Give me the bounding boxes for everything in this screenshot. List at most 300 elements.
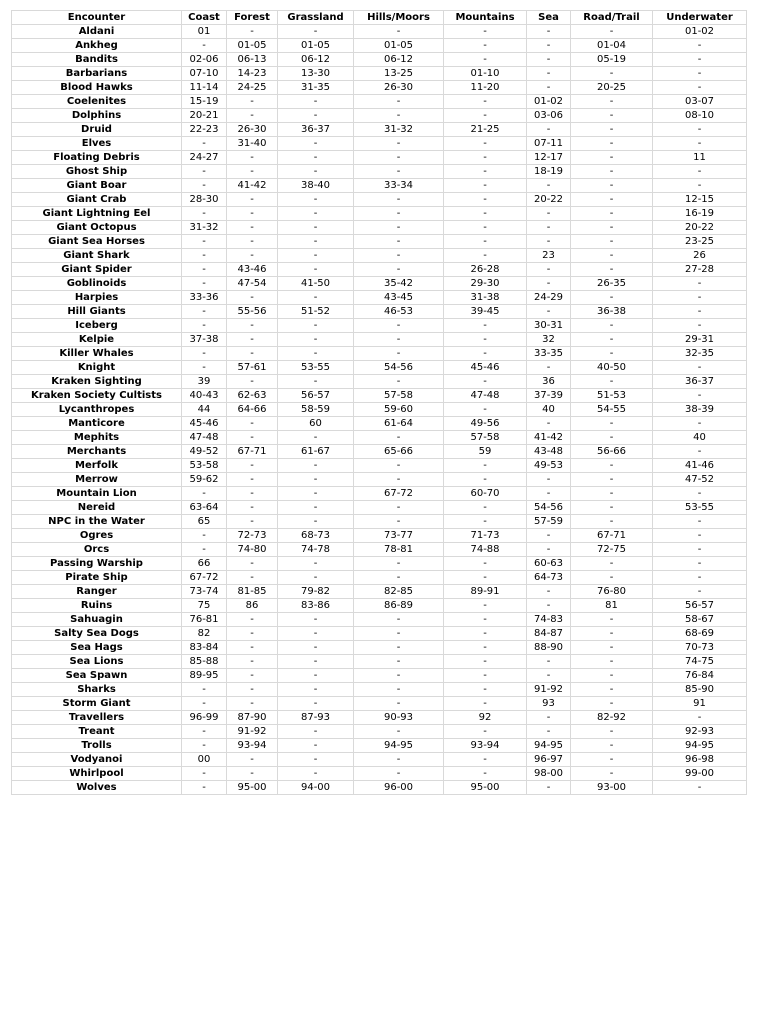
range-cell: - xyxy=(527,235,571,249)
encounter-name: Travellers xyxy=(12,711,182,725)
encounter-name: Giant Spider xyxy=(12,263,182,277)
range-cell: 01-05 xyxy=(278,39,354,53)
encounter-name: Sea Spawn xyxy=(12,669,182,683)
range-cell: - xyxy=(444,655,527,669)
range-cell: - xyxy=(653,417,747,431)
range-cell: - xyxy=(227,165,278,179)
range-cell: - xyxy=(227,109,278,123)
encounter-name: Kraken Society Cultists xyxy=(12,389,182,403)
range-cell: - xyxy=(278,193,354,207)
table-row xyxy=(12,123,747,137)
range-cell: - xyxy=(444,459,527,473)
range-cell: - xyxy=(444,221,527,235)
range-cell: - xyxy=(444,599,527,613)
range-cell: 28-30 xyxy=(182,193,227,207)
table-row xyxy=(12,585,747,599)
range-cell: - xyxy=(227,25,278,39)
encounter-name: Storm Giant xyxy=(12,697,182,711)
range-cell: 85-88 xyxy=(182,655,227,669)
range-cell: 51-52 xyxy=(278,305,354,319)
range-cell: 90-93 xyxy=(354,711,444,725)
range-cell: 72-75 xyxy=(571,543,653,557)
range-cell: 01-02 xyxy=(527,95,571,109)
range-cell: 37-38 xyxy=(182,333,227,347)
range-cell: 31-32 xyxy=(182,221,227,235)
range-cell: 40 xyxy=(527,403,571,417)
range-cell: 01-02 xyxy=(653,25,747,39)
table-row xyxy=(12,277,747,291)
range-cell: - xyxy=(278,655,354,669)
range-cell: 57-58 xyxy=(354,389,444,403)
range-cell: 94-95 xyxy=(653,739,747,753)
range-cell: 87-90 xyxy=(227,711,278,725)
range-cell: 81-85 xyxy=(227,585,278,599)
table-row xyxy=(12,221,747,235)
range-cell: 06-13 xyxy=(227,53,278,67)
range-cell: - xyxy=(527,25,571,39)
encounter-name: Treant xyxy=(12,725,182,739)
table-row xyxy=(12,67,747,81)
encounter-name: Giant Boar xyxy=(12,179,182,193)
table-row xyxy=(12,781,747,795)
range-cell: - xyxy=(444,249,527,263)
encounter-name: Vodyanoi xyxy=(12,753,182,767)
range-cell: - xyxy=(227,347,278,361)
table-row xyxy=(12,235,747,249)
range-cell: - xyxy=(182,543,227,557)
range-cell: 02-06 xyxy=(182,53,227,67)
range-cell: 33-35 xyxy=(527,347,571,361)
range-cell: 38-40 xyxy=(278,179,354,193)
range-cell: 30-31 xyxy=(527,319,571,333)
range-cell: 49-53 xyxy=(527,459,571,473)
range-cell: 82-92 xyxy=(571,711,653,725)
table-row xyxy=(12,193,747,207)
range-cell: - xyxy=(527,81,571,95)
range-cell: 18-19 xyxy=(527,165,571,179)
range-cell: 06-12 xyxy=(278,53,354,67)
encounter-name: NPC in the Water xyxy=(12,515,182,529)
range-cell: 12-17 xyxy=(527,151,571,165)
range-cell: - xyxy=(653,711,747,725)
range-cell: - xyxy=(571,179,653,193)
range-cell: - xyxy=(653,361,747,375)
range-cell: - xyxy=(354,95,444,109)
range-cell: - xyxy=(571,753,653,767)
range-cell: 64-66 xyxy=(227,403,278,417)
range-cell: - xyxy=(444,641,527,655)
range-cell: - xyxy=(653,319,747,333)
range-cell: - xyxy=(571,487,653,501)
range-cell: - xyxy=(227,193,278,207)
encounter-name: Iceberg xyxy=(12,319,182,333)
range-cell: 24-25 xyxy=(227,81,278,95)
encounter-name: Floating Debris xyxy=(12,151,182,165)
range-cell: - xyxy=(444,571,527,585)
range-cell: - xyxy=(227,333,278,347)
encounter-name: Bandits xyxy=(12,53,182,67)
range-cell: 33-34 xyxy=(354,179,444,193)
range-cell: 61-64 xyxy=(354,417,444,431)
encounter-name: Ranger xyxy=(12,585,182,599)
range-cell: - xyxy=(227,319,278,333)
range-cell: - xyxy=(571,697,653,711)
range-cell: - xyxy=(527,669,571,683)
range-cell: 91 xyxy=(653,697,747,711)
range-cell: - xyxy=(278,221,354,235)
range-cell: - xyxy=(227,515,278,529)
range-cell: - xyxy=(571,641,653,655)
header-underwater: Underwater xyxy=(653,11,747,25)
range-cell: - xyxy=(571,557,653,571)
range-cell: - xyxy=(653,305,747,319)
range-cell: 99-00 xyxy=(653,767,747,781)
range-cell: - xyxy=(444,473,527,487)
range-cell: - xyxy=(182,347,227,361)
range-cell: - xyxy=(354,263,444,277)
range-cell: - xyxy=(354,515,444,529)
range-cell: 46-53 xyxy=(354,305,444,319)
range-cell: - xyxy=(653,571,747,585)
range-cell: 68-69 xyxy=(653,627,747,641)
range-cell: 53-55 xyxy=(278,361,354,375)
range-cell: 49-56 xyxy=(444,417,527,431)
range-cell: 51-53 xyxy=(571,389,653,403)
range-cell: - xyxy=(278,501,354,515)
range-cell: 57-58 xyxy=(444,431,527,445)
range-cell: - xyxy=(227,669,278,683)
range-cell: - xyxy=(444,613,527,627)
table-row xyxy=(12,81,747,95)
range-cell: 45-46 xyxy=(444,361,527,375)
range-cell: 94-95 xyxy=(527,739,571,753)
range-cell: 98-00 xyxy=(527,767,571,781)
range-cell: 73-74 xyxy=(182,585,227,599)
range-cell: - xyxy=(278,459,354,473)
table-row xyxy=(12,627,747,641)
range-cell: 56-57 xyxy=(278,389,354,403)
encounter-name: Ogres xyxy=(12,529,182,543)
range-cell: 93-94 xyxy=(227,739,278,753)
range-cell: 62-63 xyxy=(227,389,278,403)
range-cell: 47-48 xyxy=(182,431,227,445)
table-body xyxy=(12,25,747,795)
range-cell: - xyxy=(354,333,444,347)
range-cell: - xyxy=(278,641,354,655)
range-cell: - xyxy=(444,333,527,347)
table-row xyxy=(12,305,747,319)
range-cell: - xyxy=(571,347,653,361)
range-cell: - xyxy=(227,473,278,487)
range-cell: 88-90 xyxy=(527,641,571,655)
range-cell: 20-22 xyxy=(653,221,747,235)
range-cell: 43-45 xyxy=(354,291,444,305)
range-cell: 43-48 xyxy=(527,445,571,459)
range-cell: - xyxy=(182,235,227,249)
range-cell: 11 xyxy=(653,151,747,165)
table-row xyxy=(12,711,747,725)
encounter-name: Sharks xyxy=(12,683,182,697)
range-cell: - xyxy=(227,235,278,249)
range-cell: 86 xyxy=(227,599,278,613)
range-cell: 33-36 xyxy=(182,291,227,305)
range-cell: - xyxy=(278,249,354,263)
range-cell: - xyxy=(278,235,354,249)
range-cell: 40-43 xyxy=(182,389,227,403)
range-cell: - xyxy=(278,571,354,585)
range-cell: 47-52 xyxy=(653,473,747,487)
range-cell: - xyxy=(571,165,653,179)
range-cell: - xyxy=(571,767,653,781)
table-row xyxy=(12,641,747,655)
range-cell: - xyxy=(444,767,527,781)
range-cell: 67-71 xyxy=(571,529,653,543)
range-cell: 26 xyxy=(653,249,747,263)
range-cell: 53-55 xyxy=(653,501,747,515)
range-cell: 31-38 xyxy=(444,291,527,305)
encounter-name: Kelpie xyxy=(12,333,182,347)
encounter-name: Giant Lightning Eel xyxy=(12,207,182,221)
range-cell: 21-25 xyxy=(444,123,527,137)
range-cell: - xyxy=(354,613,444,627)
range-cell: - xyxy=(278,151,354,165)
encounter-name: Harpies xyxy=(12,291,182,305)
encounter-name: Giant Crab xyxy=(12,193,182,207)
range-cell: - xyxy=(571,417,653,431)
range-cell: 55-56 xyxy=(227,305,278,319)
range-cell: 96-99 xyxy=(182,711,227,725)
encounter-name: Giant Octopus xyxy=(12,221,182,235)
range-cell: - xyxy=(444,403,527,417)
range-cell: 53-58 xyxy=(182,459,227,473)
range-cell: - xyxy=(571,725,653,739)
range-cell: - xyxy=(354,655,444,669)
range-cell: 37-39 xyxy=(527,389,571,403)
range-cell: - xyxy=(278,767,354,781)
range-cell: - xyxy=(653,277,747,291)
encounter-name: Barbarians xyxy=(12,67,182,81)
range-cell: - xyxy=(653,515,747,529)
header-row xyxy=(12,11,747,25)
range-cell: - xyxy=(444,95,527,109)
range-cell: 54-56 xyxy=(527,501,571,515)
range-cell: 70-73 xyxy=(653,641,747,655)
encounter-name: Aldani xyxy=(12,25,182,39)
range-cell: - xyxy=(527,207,571,221)
range-cell: 20-21 xyxy=(182,109,227,123)
range-cell: - xyxy=(571,739,653,753)
range-cell: 07-10 xyxy=(182,67,227,81)
table-row xyxy=(12,151,747,165)
range-cell: - xyxy=(571,263,653,277)
range-cell: 60 xyxy=(278,417,354,431)
encounter-name: Elves xyxy=(12,137,182,151)
range-cell: - xyxy=(182,361,227,375)
range-cell: - xyxy=(182,697,227,711)
table-row xyxy=(12,557,747,571)
range-cell: - xyxy=(354,669,444,683)
table-row xyxy=(12,249,747,263)
encounter-name: Manticore xyxy=(12,417,182,431)
encounter-name: Knight xyxy=(12,361,182,375)
range-cell: - xyxy=(527,585,571,599)
range-cell: - xyxy=(571,501,653,515)
range-cell: 07-11 xyxy=(527,137,571,151)
table-row xyxy=(12,529,747,543)
range-cell: - xyxy=(571,669,653,683)
range-cell: - xyxy=(227,655,278,669)
range-cell: - xyxy=(278,473,354,487)
range-cell: 85-90 xyxy=(653,683,747,697)
range-cell: 40 xyxy=(653,431,747,445)
range-cell: - xyxy=(527,221,571,235)
range-cell: 61-67 xyxy=(278,445,354,459)
header-encounter: Encounter xyxy=(12,11,182,25)
range-cell: 91-92 xyxy=(227,725,278,739)
encounter-name: Sahuagin xyxy=(12,613,182,627)
range-cell: - xyxy=(571,515,653,529)
range-cell: - xyxy=(354,641,444,655)
range-cell: 81 xyxy=(571,599,653,613)
table-row xyxy=(12,333,747,347)
range-cell: - xyxy=(653,445,747,459)
range-cell: - xyxy=(354,501,444,515)
range-cell: - xyxy=(571,95,653,109)
range-cell: 82-85 xyxy=(354,585,444,599)
range-cell: - xyxy=(227,151,278,165)
range-cell: - xyxy=(354,193,444,207)
range-cell: - xyxy=(571,375,653,389)
range-cell: - xyxy=(444,725,527,739)
table-row xyxy=(12,697,747,711)
table-row xyxy=(12,291,747,305)
range-cell: 59-62 xyxy=(182,473,227,487)
table-row xyxy=(12,137,747,151)
range-cell: 13-25 xyxy=(354,67,444,81)
range-cell: 40-50 xyxy=(571,361,653,375)
range-cell: 03-07 xyxy=(653,95,747,109)
range-cell: 35-42 xyxy=(354,277,444,291)
range-cell: 36 xyxy=(527,375,571,389)
range-cell: - xyxy=(182,179,227,193)
range-cell: - xyxy=(444,753,527,767)
range-cell: 67-72 xyxy=(354,487,444,501)
range-cell: - xyxy=(527,711,571,725)
table-row xyxy=(12,263,747,277)
table-row xyxy=(12,431,747,445)
table-row xyxy=(12,179,747,193)
range-cell: 58-67 xyxy=(653,613,747,627)
range-cell: - xyxy=(227,557,278,571)
range-cell: - xyxy=(182,249,227,263)
encounter-name: Mephits xyxy=(12,431,182,445)
table-row xyxy=(12,501,747,515)
range-cell: - xyxy=(227,627,278,641)
range-cell: 60-70 xyxy=(444,487,527,501)
encounter-name: Salty Sea Dogs xyxy=(12,627,182,641)
range-cell: - xyxy=(354,557,444,571)
range-cell: - xyxy=(227,291,278,305)
range-cell: - xyxy=(278,137,354,151)
range-cell: - xyxy=(527,473,571,487)
range-cell: 54-55 xyxy=(571,403,653,417)
header-road-trail: Road/Trail xyxy=(571,11,653,25)
range-cell: 83-86 xyxy=(278,599,354,613)
range-cell: - xyxy=(444,39,527,53)
range-cell: - xyxy=(278,319,354,333)
range-cell: 14-23 xyxy=(227,67,278,81)
table-row xyxy=(12,669,747,683)
range-cell: - xyxy=(354,431,444,445)
range-cell: - xyxy=(653,123,747,137)
range-cell: 20-22 xyxy=(527,193,571,207)
range-cell: 59 xyxy=(444,445,527,459)
range-cell: - xyxy=(227,249,278,263)
encounter-name: Ankheg xyxy=(12,39,182,53)
range-cell: - xyxy=(227,221,278,235)
encounter-name: Whirlpool xyxy=(12,767,182,781)
range-cell: - xyxy=(571,193,653,207)
range-cell: - xyxy=(527,123,571,137)
range-cell: - xyxy=(278,697,354,711)
table-row xyxy=(12,459,747,473)
range-cell: 87-93 xyxy=(278,711,354,725)
range-cell: - xyxy=(571,123,653,137)
range-cell: 56-66 xyxy=(571,445,653,459)
table-row xyxy=(12,39,747,53)
range-cell: - xyxy=(444,109,527,123)
encounter-name: Sea Hags xyxy=(12,641,182,655)
range-cell: - xyxy=(182,137,227,151)
table-row xyxy=(12,417,747,431)
range-cell: 26-30 xyxy=(354,81,444,95)
range-cell: - xyxy=(527,263,571,277)
range-cell: - xyxy=(354,235,444,249)
range-cell: 41-46 xyxy=(653,459,747,473)
range-cell: - xyxy=(278,95,354,109)
range-cell: - xyxy=(354,319,444,333)
range-cell: - xyxy=(278,263,354,277)
range-cell: - xyxy=(444,697,527,711)
range-cell: - xyxy=(527,781,571,795)
range-cell: 45-46 xyxy=(182,417,227,431)
encounter-table xyxy=(11,10,747,795)
range-cell: - xyxy=(182,725,227,739)
range-cell: - xyxy=(278,613,354,627)
encounter-name: Lycanthropes xyxy=(12,403,182,417)
table-row xyxy=(12,487,747,501)
range-cell: 68-73 xyxy=(278,529,354,543)
header-mountains: Mountains xyxy=(444,11,527,25)
range-cell: 23 xyxy=(527,249,571,263)
range-cell: 24-29 xyxy=(527,291,571,305)
table-row xyxy=(12,207,747,221)
range-cell: 05-19 xyxy=(571,53,653,67)
range-cell: - xyxy=(182,529,227,543)
range-cell: - xyxy=(653,39,747,53)
range-cell: 96-97 xyxy=(527,753,571,767)
range-cell: 00 xyxy=(182,753,227,767)
table-row xyxy=(12,739,747,753)
range-cell: - xyxy=(571,137,653,151)
range-cell: - xyxy=(182,683,227,697)
table-row xyxy=(12,725,747,739)
range-cell: - xyxy=(278,165,354,179)
range-cell: 36-37 xyxy=(653,375,747,389)
range-cell: - xyxy=(444,179,527,193)
range-cell: - xyxy=(571,235,653,249)
range-cell: 47-54 xyxy=(227,277,278,291)
